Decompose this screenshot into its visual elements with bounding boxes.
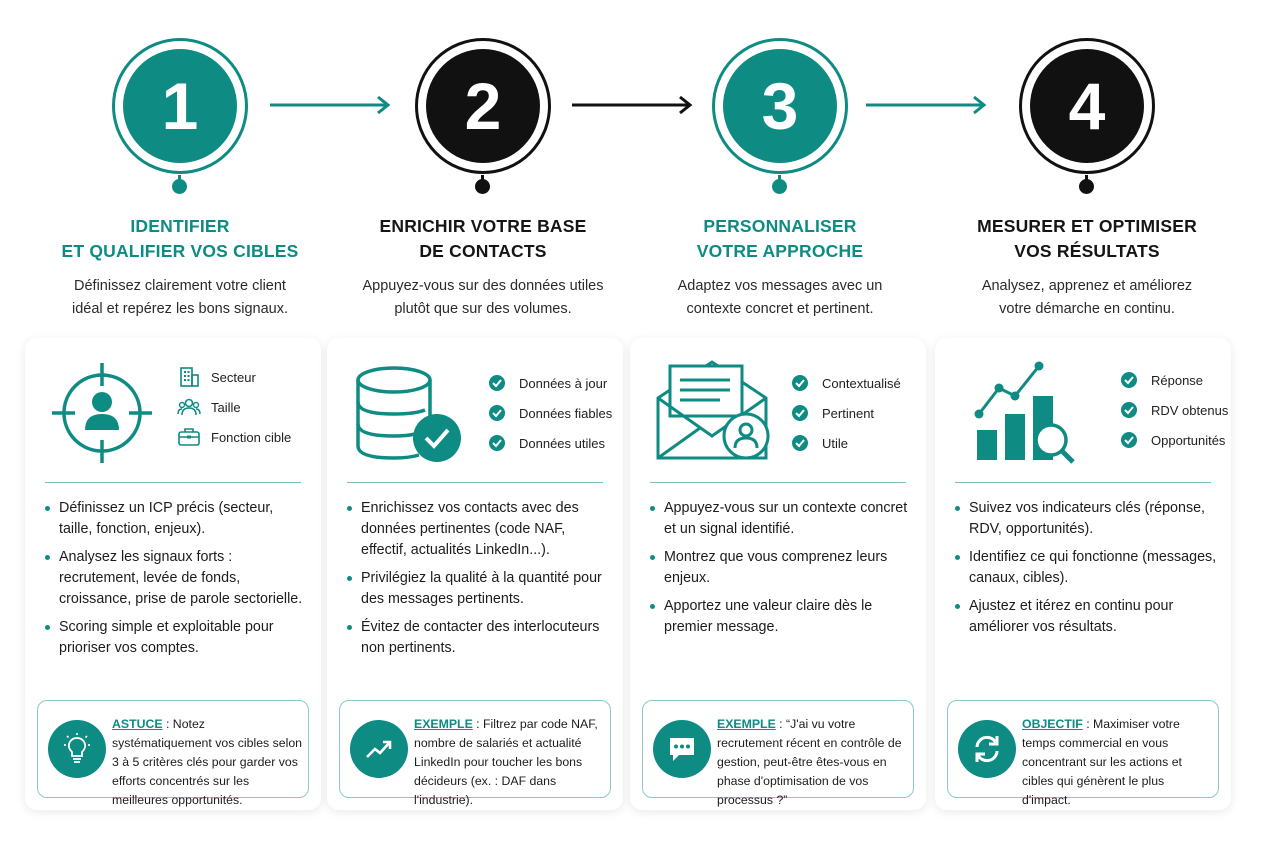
envelope-user-icon [652,358,772,468]
card-identifier [25,338,321,810]
criteria-list [485,368,625,458]
criteria-list [177,362,317,452]
briefcase-icon [177,425,201,449]
check-circle-icon [788,371,812,395]
card-personnaliser [630,338,926,810]
arrow-right-icon [270,95,394,115]
list-item: Privilégiez la qualité à la quantité pour des messages pertinents. [347,568,611,610]
lightbulb-icon [48,720,106,778]
card-enrichir [327,338,623,810]
bullet-list [347,498,611,666]
refresh-cycle-icon [958,720,1016,778]
check-circle-icon [788,431,812,455]
list-item: Montrez que vous comprenez leurs enjeux. [650,547,914,589]
building-icon [177,365,201,389]
target-user-icon [47,358,167,468]
list-item: Apportez une valeur claire dès le premier message. [650,596,914,638]
step-4-number: 4 [1030,49,1144,163]
list-item: Ajustez et itérez en continu pour améliorer vos résultats. [955,596,1219,638]
step-4-description: Analysez, apprenez et améliorez votre démarche en continu. [981,278,1193,317]
check-circle-icon [1117,398,1141,422]
step-4-title: MESURER ET OPTIMISER VOS RÉSULTATS [977,216,1197,261]
criteria-item: Pertinent [788,398,928,428]
step-2-description: Appuyez-vous sur des données utiles plutôt que sur des volumes. [362,278,604,317]
step-2-title: ENRICHIR VOTRE BASE DE CONTACTS [379,216,587,261]
people-icon [177,395,201,419]
trending-up-icon [350,720,408,778]
tip-text: ASTUCE : Notez systématiquement vos cibles selon 3 à 5 critères clés pour garder vos efforts concentrés sur les meilleures opportunités. [112,717,303,807]
criteria-item: Utile [788,428,928,458]
step-3-title: PERSONNALISER VOTRE APPROCHE [696,216,864,261]
check-circle-icon [485,401,509,425]
list-item: Définissez un ICP précis (secteur, taille, fonction, enjeux). [45,498,309,540]
criteria-item: Données fiables [485,398,625,428]
database-check-icon [349,358,469,468]
check-circle-icon [1117,428,1141,452]
example-box [339,700,611,807]
check-circle-icon [485,371,509,395]
step-2-number: 2 [426,49,540,163]
card-mesurer [935,338,1231,810]
step-3-description: Adaptez vos messages avec un contexte concret et pertinent. [677,278,883,317]
criteria-item: Réponse [1117,365,1257,395]
check-circle-icon [1117,368,1141,392]
tip-text: EXEMPLE : Filtrez par code NAF, nombre de salariés et actualité LinkedIn pour toucher les bons décideurs (ex. : DAF dans l'industrie). [414,717,598,807]
bullet-list [45,498,309,666]
arrow-right-icon [866,95,990,115]
bullet-list [955,498,1219,645]
tip-text: OBJECTIF : Maximiser votre temps commercial en vous concentrant sur les actions et cibles qui génèrent le plus d'impact. [1022,717,1182,807]
criteria-item: Opportunités [1117,425,1257,455]
step-1-description: Définissez clairement votre client idéal et repérez les bons signaux. [71,278,289,317]
tip-box [37,700,309,807]
list-item: Évitez de contacter des interlocuteurs non pertinents. [347,617,611,659]
criteria-item: Fonction cible [177,422,317,452]
step-3-number: 3 [723,49,837,163]
criteria-item: Secteur [177,362,317,392]
list-item: Appuyez-vous sur un contexte concret et un signal identifié. [650,498,914,540]
list-item: Scoring simple et exploitable pour prioriser vos comptes. [45,617,309,659]
objective-box [947,700,1219,807]
bullet-list [650,498,914,645]
step-3 [635,36,925,321]
criteria-item: Taille [177,392,317,422]
bar-chart-magnifier-icon [957,358,1077,468]
example-box [642,700,914,807]
list-item: Enrichissez vos contacts avec des données pertinentes (code NAF, effectif, actualités LinkedIn...). [347,498,611,561]
tip-text: EXEMPLE : “J'ai vu votre recrutement récent en contrôle de gestion, peut-être êtes-vous en phase d'optimisation de vos processus ?” [717,717,902,807]
step-3-badge [710,36,850,196]
step-1-badge [110,36,250,196]
check-circle-icon [788,401,812,425]
chat-bubble-icon [653,720,711,778]
criteria-list [1117,365,1257,455]
list-item: Suivez vos indicateurs clés (réponse, RDV, opportunités). [955,498,1219,540]
step-1-number: 1 [123,49,237,163]
step-2 [338,36,628,321]
criteria-item: Contextualisé [788,368,928,398]
list-item: Identifiez ce qui fonctionne (messages, canaux, cibles). [955,547,1219,589]
step-1 [35,36,325,321]
criteria-list [788,368,928,458]
step-1-title: IDENTIFIER ET QUALIFIER VOS CIBLES [61,216,299,261]
criteria-item: Données à jour [485,368,625,398]
check-circle-icon [485,431,509,455]
step-4 [942,36,1232,321]
arrow-right-icon [572,95,696,115]
step-2-badge [413,36,553,196]
criteria-item: RDV obtenus [1117,395,1257,425]
criteria-item: Données utiles [485,428,625,458]
list-item: Analysez les signaux forts : recrutement, levée de fonds, croissance, prise de parole sectorielle. [45,547,309,610]
step-4-badge [1017,36,1157,196]
